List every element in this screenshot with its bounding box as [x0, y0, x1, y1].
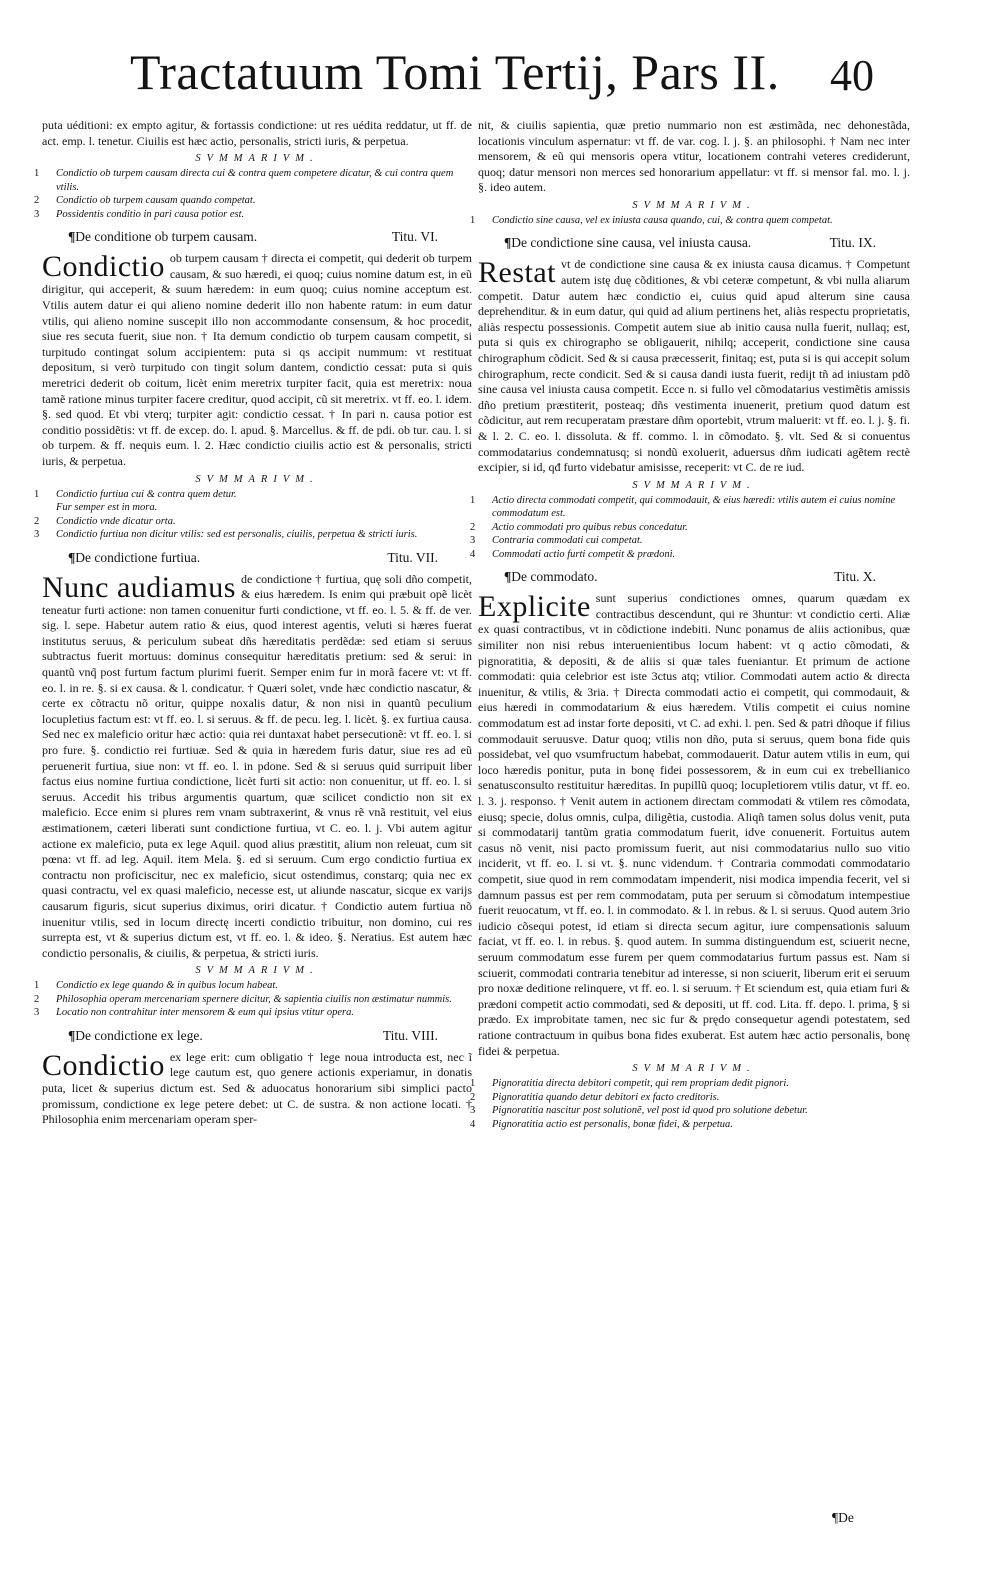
left-column: [34, 118, 472, 1558]
titulus-number: Titu. VII.: [387, 549, 438, 565]
right-column: [470, 118, 910, 1558]
summarium-item: 3 Contraria commodati cui competat.: [470, 535, 643, 547]
section-text: Explicite sunt superius condictiones omnes, quarum quædam ex contractibus descendunt, qui re 3hunturː vt condictio certi. Aliæ ex quasi contractibus, vt in cõdictione indebiti. Nunc ponamus de aliis actionibus, quæ similiter non nisi rebus interuenientibus locum habent: vt q actio cõmodati, & pignoratitia, & depositi, & de aliis si quæ tales fueniantur. Et primum de actione commodati: quia celebrior est iste 3ctus atq; vtilior. Commodati autem actio & directa inuenitur, & vtilis, & 3ria. † Directa commodati actio ei competit, qui commodauit, & eius hæredi in commodatarium & eius hæredem. Vtilis competit ei cuius nomine commodatum est ad instar forte depositi, vt C. ad exhi. l. pen. Sed & patri dñoque if filius commodauit seruusve. Datur quoq; vtilis non dño, puta si seruus, quem bona fide quis possidebat, vel quo vsumfructum habebat, commodauerit. Datur autem vtilis in eum, qui loco hæredis ponitur, puta in bonę fidei possessorem, & in eum cui ex trebellianico senatusconsulto restituitur hæreditas. In pupillũ quoq; locupletiorem vtilis datur, vt ff. eo. l. 3. j. responso. † Venit autem in actionem directam commodati & vtilem res cõmodata, eiusq; specie, dolus omnis, culpa, diligẽtia, custodia. Aliqñ tamen solus dolus venit, puta si commodatarij tantũm gratia commodatum fuerit, idve conuenerit. Fortuitus autem casus nõ venit, nisi pacto promissum fuerit, aut nisi commodatarius nullo suo vitio inciderit, vt ff. eo. l. si vt. §. nunc videndum. † Contraria commodati commodatario competit, siue quod in rem commodatam impenderit, nisi modica impendia fecerit, vel si damnum passus est per rem commodatam, puta per seruum si cõmodatum intempestiue fuerit reuocatum, vt ff. eo. l. in commodato. & l. in rebus. & l. si seruus. Quod autem 3rio iudicio cõsequi potest, id etiam si directa secum agitur, iure compensationis saluum faciat, vt ff. eo. l. in rebus. §. quod autem. In summa distinguendum est, sciuerit necne, seruum commodatum esse furem per quem commodatarius furtum passus est. Nam si sciuerit, commodati contraria tenebitur ad interesse, si non sciuerit, liberum erit ei seruum pro noxæ deditione relinquere, vt ff. eo. l. si seruum. † Et sciendum est, quia etiam furi & prædoni competit actio commodati, sed & depositi, ut ff. cod. Lita. ff. depo. l. prima, § si prædo. Ex improbitate tamen, nec sic fur & prędo consequetur agendi potestatem, sed ratione contractuum in quibus bona fides exuberat. Est autem hæc actio personalis, bonę fidei & perpetua.: [478, 590, 910, 1058]
summarium-block: [34, 965, 472, 1020]
summarium-item: 1 Condictio furtiua cui & contra quem detur.: [34, 488, 237, 500]
section-title: [478, 235, 910, 251]
summarium-list: [34, 979, 472, 1020]
pilcrow-icon: ¶: [504, 569, 512, 585]
summarium-item: 1 Pignoratitia directa debitori competit, qui rem propriam dedit pignori.: [470, 1078, 789, 1090]
summarium-block: [34, 153, 472, 221]
continuation-paragraph: nit, & ciuilis sapientia, quæ pretio nummario non est æstimãda, nec dehonestãda, locationis vinculum aspernatur: vt ff. de var. cog. l. j. §. an philosophi. † Nam nec inter mensorem, & eũ qui mensoris opera vtitur, locationem contrahi veteres crediderunt, quoq; datur mensori non merces sed honorarium appellatur: vt ff. si mensor fal. mo. l. j. §. ideo autem.: [478, 118, 910, 195]
summarium-list: [470, 214, 910, 228]
titulus-number: Titu. VIII.: [382, 1027, 438, 1043]
summarium-item: 3 Condictio furtiua non dicitur vtilis: sed est personalis, ciuilis, perpetua & stricti iuris.: [34, 529, 418, 540]
section-title: [42, 1028, 472, 1044]
section-text: Nunc audiamus de condictione † furtiua, quę soli dño competit, & eius hæredem. Is enim qui præbuit opẽ licèt teneatur furti actione: non tamen conuenitur furti condictione, vt ff. eo. l. 5. & ff. de ver. sig. l. sepe. Habetur autem ratio & eius, quod interest agentis, veluti si hæres fuerat institutus seruus, & periculum subeat dñs hæreditatis perdẽdæ: sed etiam si seruus subtractus fuerit mortuus: dominus consequitur hæreditatis pretium: sed & serui: in quantũ vnq̃ post furtum factum plurimi fuerit. Semper enim fur in morã facere vt: vt ff. eo. l. in re. §. si ex causa. & l. condicatur. † Quæri solet, vnde hæc condictio nascatur, & certe ex cõtractu nõ oritur, quippe noxalis datur, & non nisi in quantũ peculium locupletius factum est: vt ff. eo. l. si seruus. & ff. de pecu. leg. l. licèt. §. ex furtiua causa. Sed nec ex maleficio oritur hæc actio: quia rei duntaxat habet persecutionẽ: vt ff. eo. l. si pro fure. §. condictio rei furtiuæ. Sed & quia in hæredem furis datur, siue res ad eũ peruenerit furtiua, siue non: vt ff. eo. l. in pdone. Sed & si seruus quid surripuit liber factus eius nomine furtiua condictione, licèt furti sit actio: non conuenitur, ut ff. eo. l. si seruus. Accedit his tribus argumentis quartum, quæ scilicet condictio non sit ex maleficio. Ecce enim si plures rem vnam subtraxerint, & vnus rẽ vnã restituit, vel eius æstimationem, cæteri liberati sunt condictione furtiua, vt C. eo. l. j. Vbi autem agitur actione ex maleficio, puta ex lege Aquil. quod alius præstitit, alium non releuat, cum sit pœna: vt ff. ad leg. Aquil. item Mela. §. ed si seruum. Cum ergo condictio furtiua ex contractu non proficiscitur, nec ex maleficio, sicut ostendimus, constarq; quia nec ex quasi contractu, vel ex quasi maleficio, necesse est, ut aliunde nascatur, sicque ex varijs causarum figuris, sicut superius diximus, oriri dicatur. † Condictio autem furtiua nõ inuenitur vtilis, sed in locum directę incerti condictio tribuitur, non domino, cui res surrepta est, vt & superius dictum est, vt ff. eo. l. & ideo. §. Neratius. Est autem hæc condictio personalis, & ciuilis, & perpetua, & stricti iuris.: [42, 570, 472, 960]
running-head: [0, 40, 1000, 110]
summarium-item: 1 Condictio ex lege quando & in quibus locum habeat.: [34, 980, 278, 992]
summarium-item: 3 Pignoratitia nascitur post solutionẽ, vel post id quod pro solutione debetur.: [470, 1105, 808, 1117]
summarium-block: [34, 473, 472, 542]
summarium-item: 1 Condictio sine causa, vel ex iniusta causa quando, cui, & contra quem competat.: [470, 214, 833, 226]
folio-number: 40: [830, 51, 874, 100]
summarium-list: [470, 1077, 910, 1131]
summarium-item: 2 Condictio vnde dicatur orta.: [34, 515, 176, 527]
section-title: [42, 229, 472, 245]
pilcrow-icon: ¶: [504, 235, 512, 251]
running-title: Tractatuum Tomi Tertij, Pars II.: [130, 44, 780, 100]
summarium-item: 2 Actio commodati pro quibus rebus concedatur.: [470, 521, 688, 533]
section-heading: ¶De conditione ob turpem causam.: [68, 229, 258, 245]
section-title: [42, 550, 472, 566]
section-title: [478, 569, 910, 585]
summarium-item: 3 Locatio non contrahitur inter mensorem & eum qui ipsius vtitur opera.: [34, 1007, 354, 1019]
summarium-heading: SVMMARIVM.: [632, 1063, 756, 1075]
section-text: Restat vt de condictione sine causa & ex iniusta causa dicamus. † Competunt autem istę duę cõditiones, & vbi ceteræ competunt, & vbi nulla aliarum competit. Datur autem hæc condictio ei, cuius quid apud alterum sine causa deprehenditur. & in eum datur, qui quid ad alium pertinens het, aliàs respectu proprietatis, aliàs respectu possessionis. Competit autem siue ab initio causa nulla fuerit, nullaq; est, puta si quis ex chirographo se obligauerit, nihilq; acceperit, condictione sine causa chirographum cõdicit. Sed & si causa præcesserit, finitaq; est, puta si is qui accepit solum chirographum, recte condicit. Sed & si causa dandi iusta fuerit, redijt tñ ad iniustam pdõ sine causa vel iniusta causa competit. Ecce n. si fullo vel cõmodatarius vestimẽtis amissis dño pretium præstiterit, posteaq; dñs vestimenta inuenerit, pretium quod datum est cõdicitur, aut rem recuperatam præstare dñm oportebit, vtrum maluerit: vt ff. eo. l. j. §. fi. & l. 2. C. eo. l. dissoluta. & ff. commo. l. in cõmodato. §. vlt. Sed & si conuentus commodatarius condemnatusq; si nondũ exoluerit, aduersus dñm iudicati agẽtem rectè excipier, si id, qđ furto videbatur amisisse, receperit: vt C. de re iud.: [478, 256, 910, 475]
summarium-item: 2 Condictio ob turpem causam quando competat.: [34, 195, 256, 207]
display-initial-word: Restat: [478, 256, 556, 290]
summarium-list: [34, 167, 472, 221]
summarium-item: 4 Commodati actio furti competit & prædoni.: [470, 548, 676, 560]
section-heading: ¶De condictione furtiua.: [68, 549, 201, 565]
display-initial-word: Condictio: [42, 250, 165, 284]
section-text: Condictio ob turpem causam † directa ei competit, qui dederit ob turpem causam, & suo hæredi, ei quoq; cuius nomine datum est, in eũ dirigitur, qui acceperit, & suum hæredem: in eum quoq; cuius nomine acceptum est. Vtilis autem datur ei qui alieno nomine dederit illo non habente ratum: in eum datur vtilis, qui alieno nomine suscepit illo non accommodante consensum, & hoc procedit, siue res secuta fuerit, siue non. † Ita demum condictio ob turpem causam competit, si turpitudo contingat solum accipientem: puta si qs accipit nummum: vt restituat depositum, si verò turpitudo con tingit solum dantem, condictio cessat: puta si quis meretrici dederit ob coitum, licèt enim meretrix turpiter facit, quia est meretrix: noua tamẽ ratione minus turpiter facere creditur, quod accipit, cũ sit meretrix. vt ff. eo. l. idem. §. sed quod. Et vbi vterq; turpiter agit: condictio cessat. † In pari n. causa potior est conditio possidẽtis: vt ff. de excep. do. l. apud. §. Marcellus. & ff. de pdi. ob tur. cau. l. si ob turpem. & ff. nequis eum. l. 2. Hæc condictio ciuilis actio est & personalis, stricti iuris, & perpetua.: [42, 250, 472, 468]
summarium-item: 1 Condictio ob turpem causam directa cui & contra quem competere dicatur, & cui contra quem vtilis.: [34, 168, 454, 193]
display-initial-word: Explicite: [478, 590, 591, 624]
pilcrow-icon: ¶: [68, 229, 76, 245]
summarium-item: 2 Philosophia operam mercenariam spernere dicitur, & sapientia ciuilis non æstimatur nummis.: [34, 993, 452, 1005]
continuation-paragraph: puta uéditioni: ex empto agitur, & fortassis condictione: ut res uédita reddatur, ut ff. de act. emp. l. tenetur. Ciuilis est hæc actio, personalis, stricti iuris, & perpetua.: [42, 118, 472, 148]
display-initial-word: Condictio: [42, 1048, 165, 1082]
summarium-list: [34, 488, 472, 542]
summarium-block: [470, 479, 910, 562]
section-heading: ¶De condictione sine causa, vel iniusta causa.: [504, 235, 752, 251]
summarium-block: [470, 199, 910, 228]
summarium-heading: SVMMARIVM.: [632, 199, 756, 211]
summarium-list: [470, 494, 910, 562]
display-initial-word: Nunc audiamus: [42, 570, 236, 604]
summarium-heading: SVMMARIVM.: [195, 965, 319, 977]
summarium-block: [470, 1063, 910, 1131]
summarium-item: 3 Possidentis conditio in pari causa potior est.: [34, 208, 245, 220]
titulus-number: Titu. X.: [834, 569, 876, 585]
summarium-heading: SVMMARIVM.: [632, 479, 756, 491]
summarium-item: 4 Pignoratitia actio est personalis, bonæ fidei, & perpetua.: [470, 1118, 733, 1130]
summarium-heading: SVMMARIVM.: [195, 473, 319, 485]
summarium-item: 2 Pignoratitia quando detur debitori ex facto creditoris.: [470, 1091, 720, 1103]
summarium-item: 1 Actio directa commodati competit, qui commodauit, & eius hæredi: vtilis autem ei cuius nomine commodatum est.: [470, 494, 896, 520]
titulus-number: Titu. IX.: [829, 235, 876, 251]
summarium-item: Fur semper est in mora.: [56, 502, 158, 513]
catchword: ¶De: [832, 1510, 854, 1525]
pilcrow-icon: ¶: [68, 549, 76, 565]
section-text: Condictio ex lege erit: cum obligatio † lege noua introducta est, nec ĩ lege cautum est, quo genere actionis experiamur, in donatis puta, licet & superius dictum est. Sed & aduocatus honorarium sibi simplici pacto promissum, condictione ex lege petere debet: ut C. de sustra. & non actione locati. † Philosophia enim mercenariam operam sper-: [42, 1048, 472, 1127]
pilcrow-icon: ¶: [68, 1027, 76, 1043]
titulus-number: Titu. VI.: [391, 229, 438, 245]
section-heading: ¶De commodato.: [504, 569, 598, 585]
summarium-heading: SVMMARIVM.: [195, 153, 319, 165]
section-heading: ¶De condictione ex lege.: [68, 1027, 203, 1043]
